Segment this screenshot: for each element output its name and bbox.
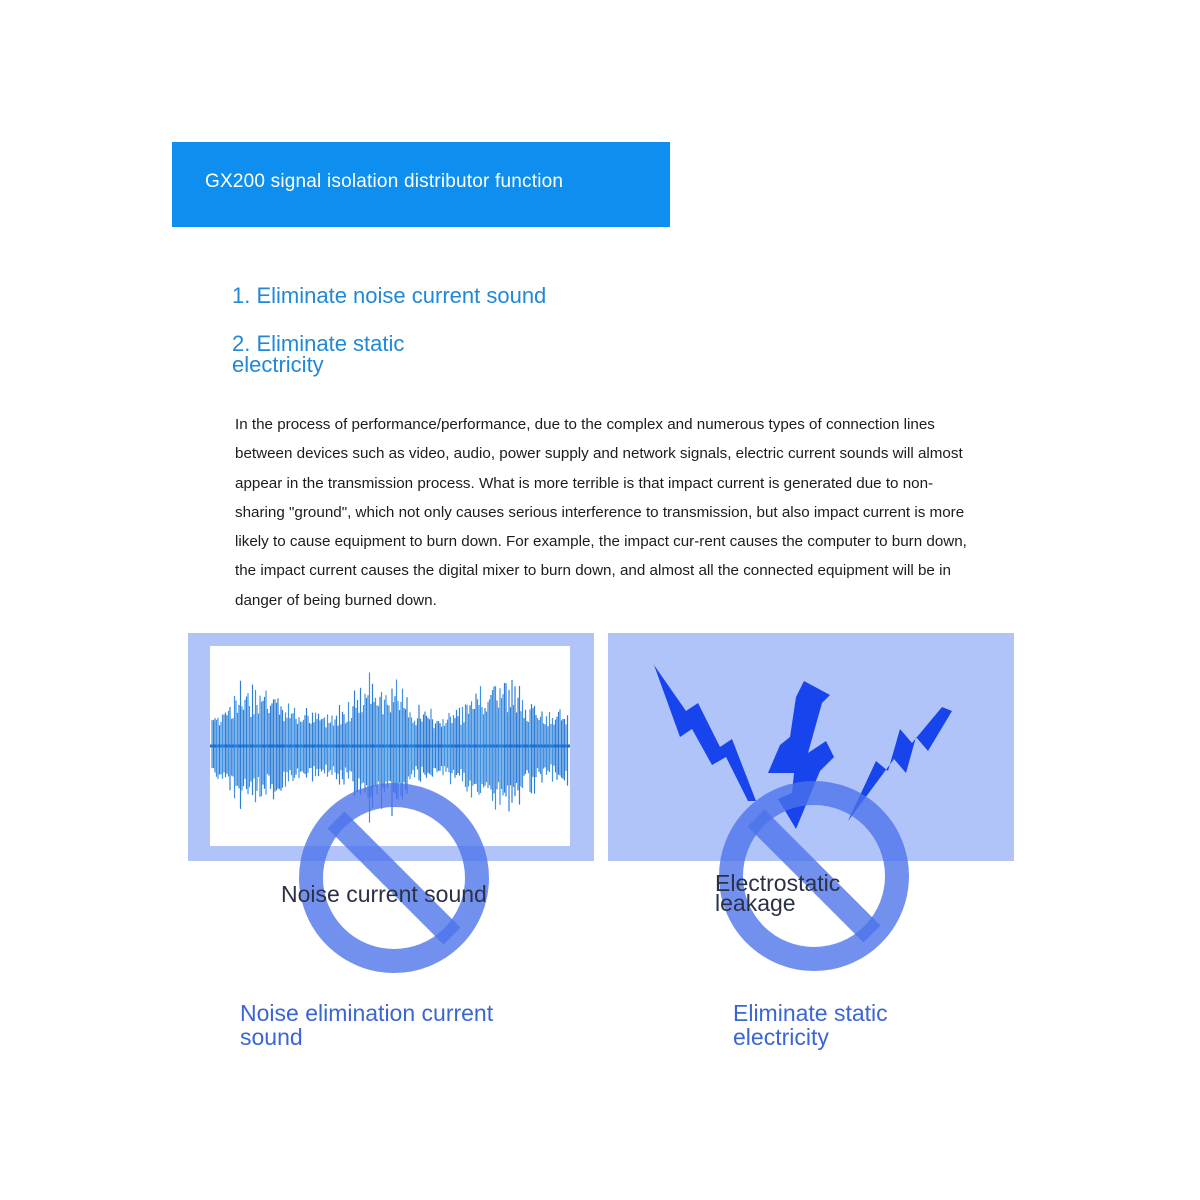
feature-item-noise: 1. Eliminate noise current sound [232,283,547,308]
feature-item-static: 2. Eliminate static electricity [232,331,405,377]
noise-caption: Noise elimination current sound [240,1000,494,1050]
noise-sign-label: Noise current sound [281,881,487,907]
static-sign-label: Electrostatic leakage [715,870,841,916]
description-paragraph: In the process of performance/performance, due to the complex and numerous types of connection lines between devices such as video, audio, power supply and network signals, electric current sounds will almost appear in the transmission process. What is more terrible is that impact current is generated due to non-sharing "ground", which not only causes serious interference to transmission, but also impact current is more likely to cause equipment to burn down. For example, the impact cur-rent causes the computer to burn down, the impact current causes the digital mixer to burn down, and almost all the connected equipment will be in danger of being burned down. [235,416,967,609]
banner-title: GX200 signal isolation distributor function [205,171,564,192]
title-banner [172,142,670,227]
static-caption: Eliminate static electricity [733,1000,888,1050]
